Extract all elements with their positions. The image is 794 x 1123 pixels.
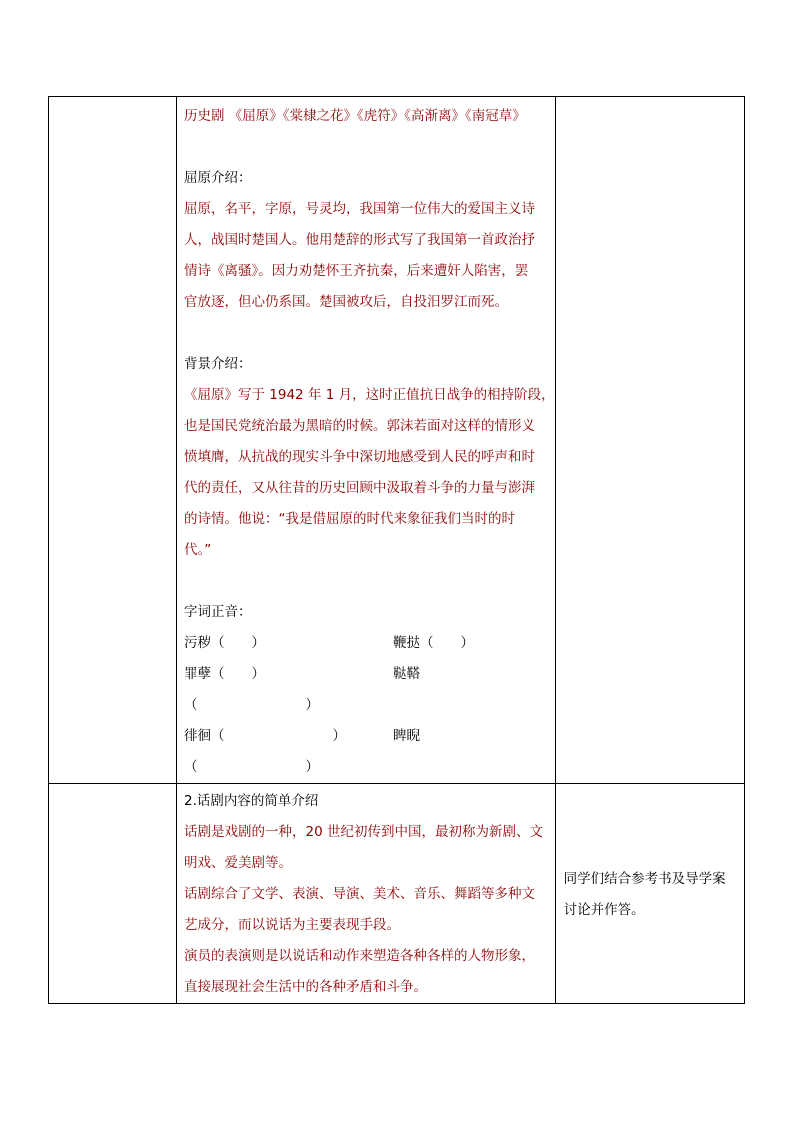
quyuan-line: 屈原，名平，字原，号灵均，我国第一位伟大的爱国主义诗 (184, 201, 535, 217)
quyuan-line: 官放逐，但心仍系国。楚国被攻后，自投汨罗江而死。 (184, 294, 508, 310)
drama-section-title: 2.话剧内容的简单介绍 (184, 793, 319, 809)
left-column-cell (49, 784, 177, 1004)
pronunciation-row (184, 659, 555, 690)
pronunciation-item: 睥睨 (393, 728, 420, 744)
drama-line: 话剧是戏剧的一种，20 世纪初传到中国，最初称为新剧、文 (184, 824, 543, 840)
table-row (49, 784, 745, 1004)
right-column-cell (555, 784, 744, 1004)
pronunciation-item: （ ） (184, 697, 319, 713)
pronunciation-row (184, 628, 555, 659)
quyuan-line: 情诗《离骚》。因力劝楚怀王齐抗秦，后来遭奸人陷害，罢 (184, 263, 529, 279)
left-column-cell (49, 97, 177, 784)
pronunciation-row (184, 721, 555, 752)
background-line: 代的责任，又从往昔的历史回顾中汲取着斗争的力量与澎湃 (184, 480, 535, 496)
drama-line: 直接展现社会生活中的各种矛盾和斗争。 (184, 979, 427, 995)
content-cell (177, 784, 556, 1004)
drama-line: 明戏、爱美剧等。 (184, 855, 292, 871)
pronunciation-item: （ ） (184, 759, 319, 775)
pronunciation-item: 徘徊（ ） (184, 728, 346, 744)
background-line: 愤填膺，从抗战的现实斗争中深切地感受到人民的呼声和时 (184, 449, 535, 465)
student-activity-note: 同学们结合参考书及导学案 (563, 871, 726, 887)
pronunciation-item: 罪孽（ ） (184, 666, 265, 682)
pronunciation-item: 污秽（ ） (184, 635, 265, 651)
drama-line: 艺成分，而以说话为主要表现手段。 (184, 917, 400, 933)
student-activity-note: 讨论并作答。 (563, 902, 645, 918)
table-row (49, 97, 745, 784)
background-line: 的诗情。他说：“我是借屈原的时代来象征我们当时的时 (184, 511, 515, 527)
drama-list: 历史剧 《屈原》《棠棣之花》《虎符》《高渐离》《南冠草》 (184, 108, 526, 124)
background-line: 代。” (184, 542, 212, 558)
quyuan-line: 人，战国时楚国人。他用楚辞的形式写了我国第一首政治抒 (184, 232, 535, 248)
lesson-plan-table (48, 96, 745, 1004)
pronunciation-row (184, 752, 555, 783)
drama-line: 话剧综合了文学、表演、导演、美术、音乐、舞蹈等多种文 (184, 886, 535, 902)
background-line: 也是国民党统治最为黑暗的时候。郭沫若面对这样的情形义 (184, 418, 535, 434)
content-cell (177, 97, 556, 784)
pronunciation-item: 鞭挞（ ） (393, 635, 474, 651)
pronunciation-heading: 字词正音： (184, 604, 252, 620)
pronunciation-item: 鞑鞳 (393, 666, 420, 682)
pronunciation-row (184, 690, 555, 721)
background-heading: 背景介绍： (184, 356, 252, 372)
right-column-cell (555, 97, 744, 784)
drama-line: 演员的表演则是以说话和动作来塑造各种各样的人物形象， (184, 948, 535, 964)
background-line: 《屈原》写于 1942 年 1 月，这时正值抗日战争的相持阶段， (184, 387, 555, 403)
quyuan-heading: 屈原介绍： (184, 170, 252, 186)
